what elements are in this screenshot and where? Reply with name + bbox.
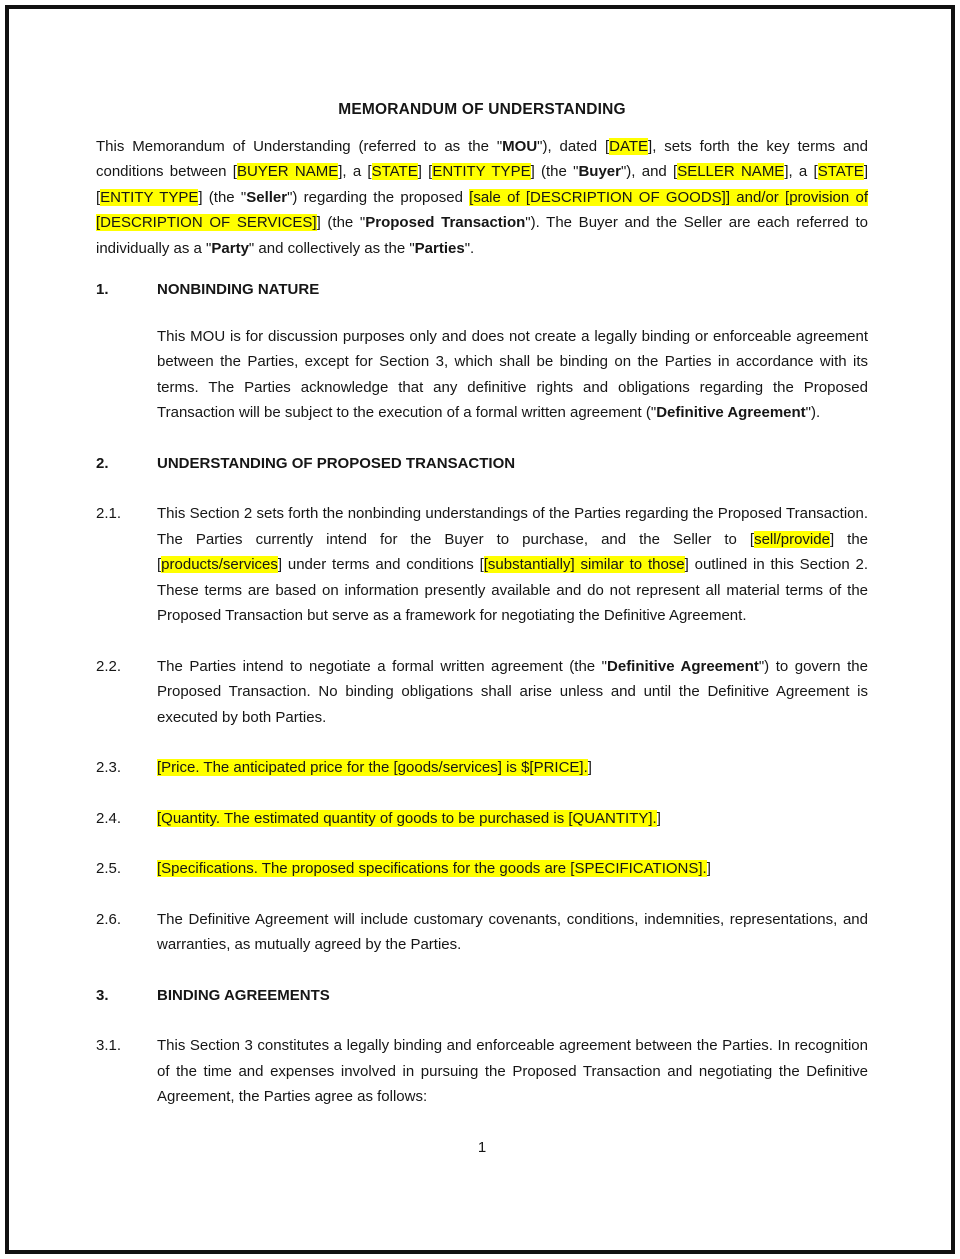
text-run: ] (the ": [316, 214, 366, 231]
placeholder-highlight: ENTITY TYPE: [432, 163, 531, 180]
paragraph-2.4: [96, 806, 868, 832]
text-run: The Definitive Agreement will include customary covenants, conditions, indemnities, representations, and warranties, as mutually agreed by the Parties.: [157, 910, 868, 953]
text-run: The Parties intend to negotiate a formal written agreement (the ": [157, 657, 608, 675]
text-run: BINDING AGREEMENTS: [157, 986, 330, 1004]
text-run: ] [: [417, 163, 433, 180]
paragraph-text: [157, 654, 868, 731]
placeholder-highlight: [substantially] similar to those: [483, 556, 685, 573]
text-run: ], sets forth the key terms and conditions between [: [96, 137, 868, 180]
text-run: ], a [: [338, 163, 372, 180]
document-content: [96, 97, 868, 1160]
text-run: ] outlined in this Section 2. These terms are based on information presently available and do not represent all material terms of the Proposed Transaction but serve as a framework for negotiating the Definitive Agreement.: [157, 556, 869, 624]
section-heading-2: [96, 451, 868, 477]
text-run: This MOU is for discussion purposes only and does not create a legally binding or enforceable agreement between the Parties, except for Section 3, which shall be binding on the Parties in accordance with its terms. The Parties acknowledge that any definitive rights and obligations regarding the Proposed Transaction will be subject to the execution of a formal written agreement (": [157, 327, 868, 421]
placeholder-highlight: BUYER NAME: [236, 163, 339, 180]
section-number: 2.6.: [96, 910, 122, 928]
section-heading-text: [157, 277, 868, 303]
paragraph-text: [157, 806, 868, 832]
paragraph-2.2: [96, 654, 868, 731]
text-run: ]: [706, 860, 711, 877]
text-run: Parties: [414, 239, 465, 257]
text-run: "), and [: [620, 163, 678, 180]
text-run: This Section 2 sets forth the nonbinding understandings of the Parties regarding the Proposed Transaction. The Parties currently intend for the Buyer to purchase, and the Seller to [: [157, 505, 868, 548]
paragraph-2.6: [96, 907, 868, 958]
text-run: ") regarding the proposed: [287, 188, 470, 206]
placeholder-highlight: [Price. The anticipated price for the [goods/services] is $[PRICE].: [157, 759, 588, 776]
paragraph-text: [157, 907, 868, 958]
section-number: 3.1.: [96, 1037, 122, 1054]
section-number: 2.2.: [96, 657, 122, 675]
placeholder-highlight: [sale of [DESCRIPTION OF GOODS]] and/or [provision of [DESCRIPTION OF SERVICES]: [96, 188, 868, 231]
paragraph-2.5: [96, 856, 868, 882]
paragraph-3.1: [96, 1033, 868, 1110]
section-number: 2.5.: [96, 860, 122, 877]
placeholder-highlight: [Quantity. The estimated quantity of goods to be purchased is [QUANTITY].: [157, 809, 657, 827]
text-run: ] the [: [157, 530, 868, 573]
placeholder-highlight: DATE: [609, 137, 649, 155]
text-run: MOU: [502, 137, 538, 155]
placeholder-highlight: ENTITY TYPE: [100, 188, 199, 206]
placeholder-highlight: STATE: [371, 163, 418, 180]
text-run: Party: [211, 239, 249, 257]
intro-paragraph: [96, 134, 868, 262]
section-number: 3.: [96, 986, 109, 1004]
text-run: ".: [464, 239, 475, 257]
text-run: ] (the ": [530, 163, 579, 180]
text-run: ] (the ": [198, 188, 247, 206]
placeholder-highlight: products/services: [161, 556, 278, 573]
placeholder-highlight: sell/provide: [754, 530, 830, 548]
paragraph-unnumbered: [96, 324, 868, 426]
placeholder-highlight: STATE: [817, 163, 864, 180]
page-number: 1: [477, 1138, 487, 1156]
intro-paragraph-text: [96, 134, 868, 262]
text-run: ], a [: [784, 163, 818, 180]
text-run: ") to govern the Proposed Transaction. No binding obligations shall arise unless and until the Definitive Agreement is executed by both Parties.: [157, 657, 868, 726]
text-run: ]: [656, 809, 661, 827]
section-heading-text: [157, 983, 868, 1009]
placeholder-highlight: [Specifications. The proposed specifications for the goods are [SPECIFICATIONS].: [157, 860, 707, 877]
section-heading-1: [96, 277, 868, 303]
paragraph-text: [157, 856, 868, 882]
placeholder-highlight: SELLER NAME: [677, 163, 785, 180]
text-run: This Section 3 constitutes a legally binding and enforceable agreement between the Parties. In recognition of the time and expenses involved in pursuing the Proposed Transaction and negotiating the Definitive Agreement, the Parties agree as follows:: [157, 1037, 868, 1105]
section-number: 2.3.: [96, 759, 122, 776]
text-run: UNDERSTANDING OF PROPOSED TRANSACTION: [157, 454, 516, 472]
text-run: "), dated [: [537, 137, 610, 155]
section-number: 1.: [96, 281, 109, 298]
text-run: "). The Buyer and the Seller are each referred to individually as a ": [96, 214, 868, 257]
document-title: MEMORANDUM OF UNDERSTANDING: [338, 101, 626, 118]
paragraph-2.3: [96, 755, 868, 781]
paragraph-text: [157, 501, 868, 629]
section-number: 2.1.: [96, 505, 122, 522]
paragraph-2.1: [96, 501, 868, 629]
section-heading-text: [157, 451, 868, 477]
text-run: Seller: [246, 188, 288, 206]
section-number: 2.4.: [96, 809, 122, 827]
paragraph-text: [157, 755, 868, 781]
text-run: " and collectively as the ": [248, 239, 415, 257]
text-run: Buyer: [578, 163, 621, 180]
text-run: Definitive Agreement: [656, 404, 806, 421]
text-run: ] [: [96, 163, 868, 206]
text-run: NONBINDING NATURE: [157, 281, 320, 298]
paragraph-text: [157, 324, 868, 426]
text-run: ] under terms and conditions [: [277, 556, 484, 573]
paragraph-text: [157, 1033, 868, 1110]
text-run: Definitive Agreement: [607, 657, 759, 675]
section-heading-3: [96, 983, 868, 1009]
text-run: ").: [805, 404, 821, 421]
text-run: Proposed Transaction: [365, 214, 526, 231]
document-body: [96, 277, 868, 1110]
section-number: 2.: [96, 454, 109, 472]
text-run: This Memorandum of Understanding (referred to as the ": [96, 137, 503, 155]
text-run: ]: [587, 759, 592, 776]
